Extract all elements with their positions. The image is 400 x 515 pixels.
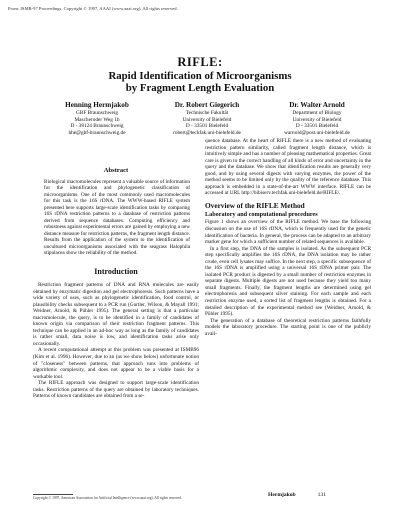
paper-title xyxy=(0,71,400,94)
author-name: Dr. Robert Giegerich xyxy=(174,101,240,109)
section-heading: Overview of the RIFLE Method xyxy=(205,200,305,210)
right-paragraph-3: In a first step, the DNA of the samples is isolated. As the subsequent PCR step specifically amplifies the 16S rDNA, the DNA isolation may be rather crude, even cell lysates may suffice. In the next step, a specific subsequence of the 16S rDNA is amplified using a universal 16S rDNA primer pair. The isolated PCR product is digested by a small number of restriction enzymes in separate digests. Multiple digests are not used because they yield too many small fragments. Finally, the fragment lengths are determined using gel electrophoresis and subsequent silver staining. For each sample and each restriction enzyme used, a sorted list of fragment lengths is obtained. For a detailed description of the experimental method see (Weidner, Arnold, & Pühler 1995). xyxy=(205,245,371,318)
paper-title-line1: RIFLE: xyxy=(177,55,223,69)
author-address: Mascheroder Weg 1b xyxy=(74,116,120,123)
author-affiliation: Technische Fakultät xyxy=(185,110,229,116)
author-name: Henning Hermjakob xyxy=(65,101,129,109)
intro-paragraph-3: The RIFLE approach was designed to support large-scale identification tasks. Restriction patterns of the query are obtained by laboratory techniques. Patterns of known candidates are obtained from a se- xyxy=(33,380,199,400)
page-number: 131 xyxy=(317,492,327,498)
author-affiliation: Department of Biology xyxy=(292,110,342,116)
paper-title-line3: by Fragment Length Evaluation xyxy=(125,81,275,94)
author-email: hhe@gbf-braunschweig.de xyxy=(68,129,126,136)
author-affiliation: GBF Braunschweig xyxy=(76,110,118,116)
abstract-heading: Abstract xyxy=(103,167,129,174)
intro-paragraph-2: A recent computational attempt at this problem was presented at ISMB96 (Kim et al. 1996). However, due to an (as we show below) unfortunate notion of "closeness" between patterns, that approach runs into problems of algorithmic complexity, and does not appear to be a viable basis for a workable tool. xyxy=(33,347,199,380)
abstract-text: Biological macromolecules represent a valuable source of information for the identification and phylogenetic classification of microorganisms. One of the most commonly used macromolecules for this task is the 16S rDNA. The WWW-based RIFLE system presented here supports large-scale identification tasks by comparing 16S rDNA restriction patterns to a database of restriction patterns derived from sequence databases. Computing efficiency and robustness against experimental errors are gained by employing a new distance measure for restriction patterns, the fragment length distance. Results from the application of the system to the identification of uncultured microorganisms associated with the seagrass Halophila stipulacea show the reliability of the method. xyxy=(44,179,190,256)
source-header: From: ISMB-97 Proceedings. Copyright © 1997, AAAI (www.aaai.org). All rights reserved. xyxy=(8,6,178,11)
author-name: Dr. Walter Arnold xyxy=(289,101,345,109)
author-city: D - 33501 Bielefeld xyxy=(295,123,339,130)
paper-title-line2: Rapid Identification of Microorganisms xyxy=(108,70,292,82)
right-paragraph-1: quence database. At the heart of RIFLE there is a new method of evaluating restriction pattern similarity, called fragment length distance, which is intuitively simple and has a number of pleasing mathematical properties. Great care is given to the correct handling of all kinds of error and uncertainty in the query and the database. We show that identification results are generally very good, and by using several digests with varying enzymes, the power of the method seems to be limited only by the quality of the reference database. This approach is embedded in a state-of-the-art WWW interface. RIFLE can be accessed at URL http://bibiserv.techfak.uni-bielefeld.de/RIFLE/. xyxy=(205,138,371,197)
author-block xyxy=(42,101,372,136)
introduction-body xyxy=(33,282,199,400)
author-address: University of Bielefeld xyxy=(182,116,232,123)
author-email: robert@techfak.uni-bielefeld.de xyxy=(173,129,241,136)
right-paragraph-2: Figure 1 shows an overview of the RIFLE method. We base the following discussion on the use of 16S rDNA, which is frequently used for the genetic identification of bacteria. In general, the process can be adapted to an arbitrary marker gene for which a sufficient number of related sequences is available. xyxy=(205,219,371,246)
author-2 xyxy=(152,101,262,136)
subsection-heading: Laboratory and computational procedures xyxy=(205,210,318,218)
author-address: University of Bielefeld xyxy=(292,116,342,123)
right-paragraph-4: The generation of a database of theoretical restriction patterns faithfully models the laboratory procedure. The starting point is one of the publicly avail- xyxy=(205,317,371,337)
author-1 xyxy=(42,101,152,136)
intro-paragraph-1: Restriction fragment patterns of DNA and RNA molecules are easily obtained by enzymatic digestion and gel electrophoresis. Such patterns have a wide variety of uses, such as phylogenetic identification, food control, or plausibility checks subsequent to a PCR run (Gurtler, Wilson, & Mayall 1991; Weidner, Arnold, & Pühler 1995). The general setting is that a particular macromolecule, the query, is to be identified in a family of candidates of known origin via comparison of their restriction fragment patterns. This technique can be applied in an ad-hoc way as long as the family of candidates is rather small, data noise is low, and identification tasks arise only occasionally. xyxy=(33,282,199,347)
author-city: D - 33501 Bielefeld xyxy=(185,123,229,130)
right-column xyxy=(205,138,371,337)
page-footer xyxy=(268,492,326,498)
footnote-rule xyxy=(33,494,73,495)
author-city: D - 38124 Braunschweig xyxy=(70,123,124,130)
author-3 xyxy=(262,101,372,136)
author-email: warnold@post.uni-bielefeld.de xyxy=(284,129,350,136)
copyright-footnote: Copyright © 1997, American Association for Artificial Intelligence (www.aaai.org). All rights reserved. xyxy=(33,496,182,500)
introduction-heading: Introduction xyxy=(94,267,138,276)
running-author: Hermjakob xyxy=(268,492,296,498)
